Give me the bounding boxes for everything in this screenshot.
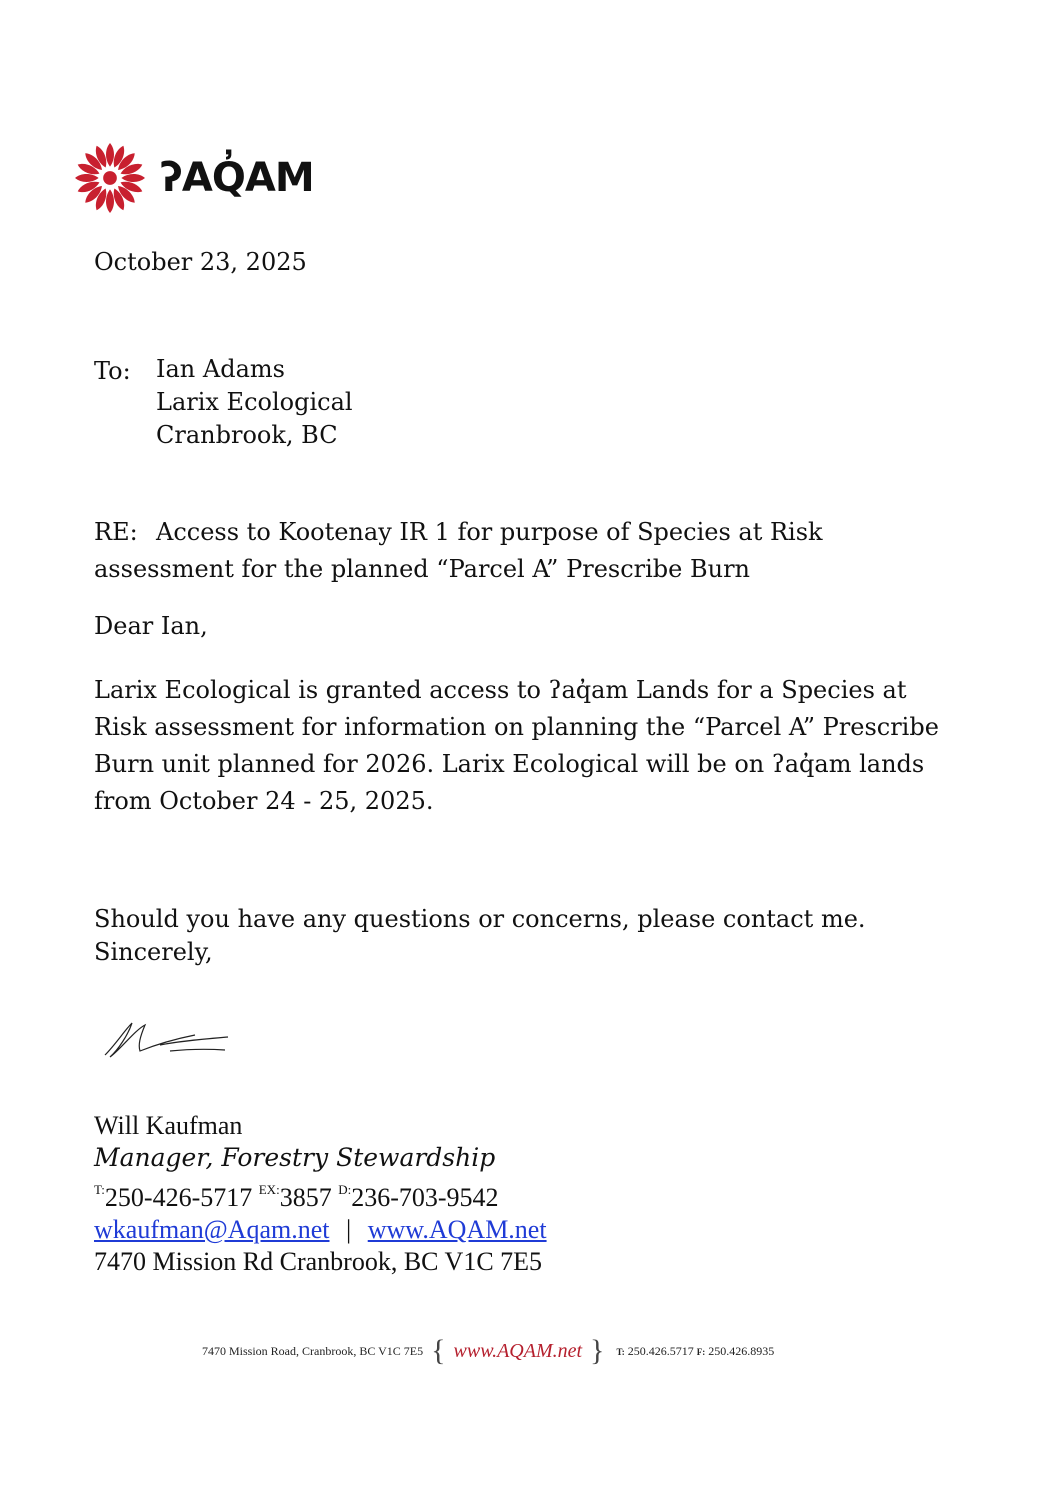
direct-number: 236-703-9542 xyxy=(351,1183,499,1212)
footer-phones xyxy=(616,1344,774,1359)
recipient-city: Cranbrook, BC xyxy=(156,421,338,449)
left-brace-icon: { xyxy=(431,1334,446,1367)
link-separator: | xyxy=(346,1215,352,1244)
signer-address: 7470 Mission Rd Cranbrook, BC V1C 7E5 xyxy=(94,1247,543,1276)
footer-address: 7470 Mission Road, Cranbrook, BC V1C 7E5 xyxy=(202,1343,424,1358)
logo-wordmark: ʔAQ̓AM xyxy=(160,155,314,201)
subject-line xyxy=(94,514,954,588)
closing-block xyxy=(94,903,866,969)
subject-text: Access to Kootenay IR 1 for purpose of Species at Risk assessment for the planned “Parcel A” Prescribe Burn xyxy=(94,518,823,583)
footer-phone: 250.426.5717 xyxy=(627,1343,694,1358)
footer-website: www.AQAM.net xyxy=(453,1339,583,1362)
signer-title: Manager, Forestry Stewardship xyxy=(94,1143,496,1172)
recipient-label: To: xyxy=(94,357,131,385)
letter-date: October 23, 2025 xyxy=(94,248,307,276)
recipient-name: Ian Adams xyxy=(156,355,285,383)
phone-number: 250-426-5717 xyxy=(104,1183,253,1212)
closing-line: Should you have any questions or concerns, please contact me. xyxy=(94,905,866,933)
phone-label: T: xyxy=(94,1182,105,1197)
signer-phones xyxy=(94,1174,547,1214)
flower-logo-icon xyxy=(72,140,148,216)
ext-label: EX: xyxy=(258,1182,280,1197)
website-link[interactable]: www.AQAM.net xyxy=(367,1215,547,1244)
footer-fax: 250.426.8935 xyxy=(708,1343,775,1358)
letterhead-logo xyxy=(72,140,314,216)
body-paragraph: Larix Ecological is granted access to ʔaq̓am Lands for a Species at Risk assessment for information on planning the “Parcel A” Prescribe Burn unit planned for 2026. Larix Ecological will be on ʔaq̓am lands from October 24 - 25, 2025. xyxy=(94,676,939,815)
phone-ext: 3857 xyxy=(279,1183,332,1212)
footer-phone-label: T: xyxy=(616,1346,625,1357)
signature-block xyxy=(94,1110,547,1278)
email-link[interactable]: wkaufman@Aqam.net xyxy=(94,1215,330,1244)
salutation: Dear Ian, xyxy=(94,612,208,640)
signer-name: Will Kaufman xyxy=(94,1111,243,1140)
direct-label: D: xyxy=(338,1182,352,1197)
recipient-block xyxy=(94,353,353,452)
subject-label: RE: xyxy=(94,518,138,546)
right-brace-icon: } xyxy=(590,1334,605,1367)
page-footer xyxy=(202,1336,842,1366)
footer-fax-label: F: xyxy=(696,1346,706,1357)
handwritten-signature xyxy=(100,1015,240,1065)
signer-links xyxy=(94,1214,547,1246)
recipient-org: Larix Ecological xyxy=(156,388,353,416)
sign-off: Sincerely, xyxy=(94,938,213,966)
